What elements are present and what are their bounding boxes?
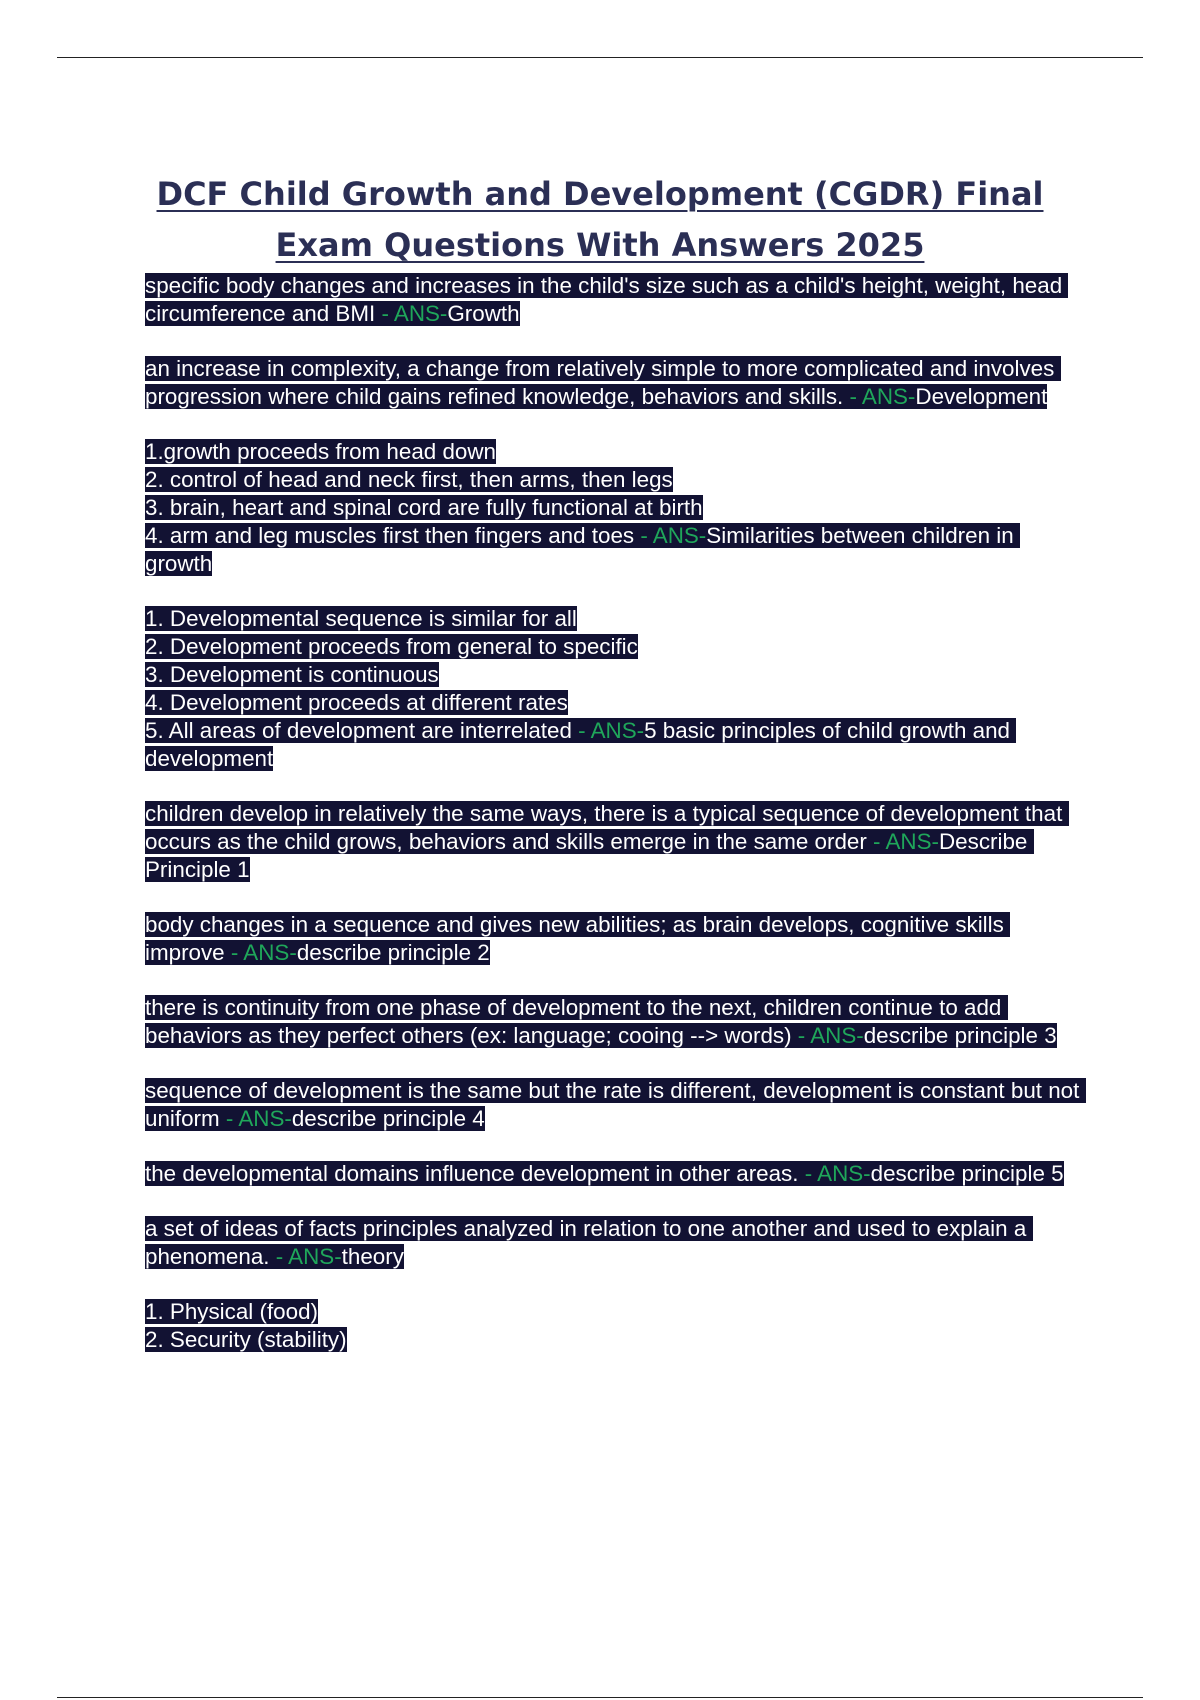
answer-marker: - ANS- (571, 718, 645, 743)
question-text: 1. Developmental sequence is similar for all 2. Development proceeds from general to specific 3. Development is continuous 4. Development proceeds at different rates 5. All areas of development are interrelated (145, 606, 638, 743)
question-text: the developmental domains influence development in other areas. (145, 1161, 799, 1186)
qa-item (145, 800, 1085, 884)
qa-highlight (145, 356, 1061, 409)
question-text: 1. Physical (food) 2. Security (stability) (145, 1299, 347, 1352)
answer-text: 5 basic principles of child growth and development (145, 718, 1017, 771)
qa-item (145, 911, 1085, 967)
header-rule (57, 57, 1143, 58)
answer-text: describe principle 4 (291, 1106, 485, 1131)
qa-item (145, 1077, 1085, 1133)
question-text: there is continuity from one phase of development to the next, children continue to add behaviors as they perfect others (ex: language; cooing --> words) (145, 995, 1008, 1048)
qa-item (145, 438, 1085, 578)
page-title (0, 169, 1200, 271)
qa-highlight (145, 273, 1068, 326)
qa-highlight (145, 1216, 1033, 1269)
answer-text: Development (915, 384, 1048, 409)
answer-marker: - ANS- (843, 384, 916, 409)
answer-text: Similarities between children in growth (145, 523, 1020, 576)
footer-rule (57, 1697, 1143, 1698)
qa-item (145, 1298, 1085, 1354)
qa-item (145, 1160, 1085, 1188)
qa-highlight (145, 439, 1020, 576)
qa-highlight (145, 912, 1010, 965)
question-text: children develop in relatively the same ways, there is a typical sequence of development that occurs as the child grows, behaviors and skills emerge in the same order (145, 801, 1069, 854)
answer-marker: - ANS- (798, 1161, 871, 1186)
question-text: 1.growth proceeds from head down 2. control of head and neck first, then arms, then legs 3. brain, heart and spinal cord are fully functional at birth 4. arm and leg muscles first then fingers and toes (145, 439, 703, 548)
answer-text: describe principle 5 (870, 1161, 1064, 1186)
answer-marker: - ANS- (866, 829, 939, 854)
qa-item (145, 355, 1085, 411)
qa-highlight (145, 1299, 347, 1352)
question-text: an increase in complexity, a change from relatively simple to more complicated and involves progression where child gains refined knowledge, behaviors and skills. (145, 356, 1061, 409)
answer-marker: - ANS- (791, 1023, 864, 1048)
qa-item (145, 272, 1085, 328)
qa-highlight (145, 1078, 1086, 1131)
qa-highlight (145, 801, 1069, 882)
qa-item (145, 605, 1085, 773)
title-line-2: Exam Questions With Answers 2025 (275, 226, 925, 265)
qa-item (145, 1215, 1085, 1271)
question-text: sequence of development is the same but the rate is different, development is constant but not uniform (145, 1078, 1086, 1131)
qa-item (145, 994, 1085, 1050)
answer-text: describe principle 2 (296, 940, 490, 965)
qa-highlight (145, 606, 1016, 771)
answer-marker: - ANS- (219, 1106, 292, 1131)
answer-marker: - ANS- (224, 940, 297, 965)
title-line-1: DCF Child Growth and Development (CGDR) Final (156, 175, 1044, 214)
question-text: a set of ideas of facts principles analyzed in relation to one another and used to explain a phenomena. (145, 1216, 1033, 1269)
qa-list (145, 272, 1085, 1381)
answer-text: describe principle 3 (863, 1023, 1057, 1048)
question-text: specific body changes and increases in the child's size such as a child's height, weight, head circumference and BMI (145, 273, 1069, 326)
answer-marker: - ANS- (375, 301, 448, 326)
answer-text: theory (341, 1244, 404, 1269)
qa-highlight (145, 1161, 1064, 1186)
question-text: body changes in a sequence and gives new abilities; as brain develops, cognitive skills improve (145, 912, 1011, 965)
answer-marker: - ANS- (634, 523, 707, 548)
answer-text: Growth (447, 301, 520, 326)
answer-text: Describe Principle 1 (145, 829, 1034, 882)
answer-marker: - ANS- (269, 1244, 342, 1269)
qa-highlight (145, 995, 1057, 1048)
